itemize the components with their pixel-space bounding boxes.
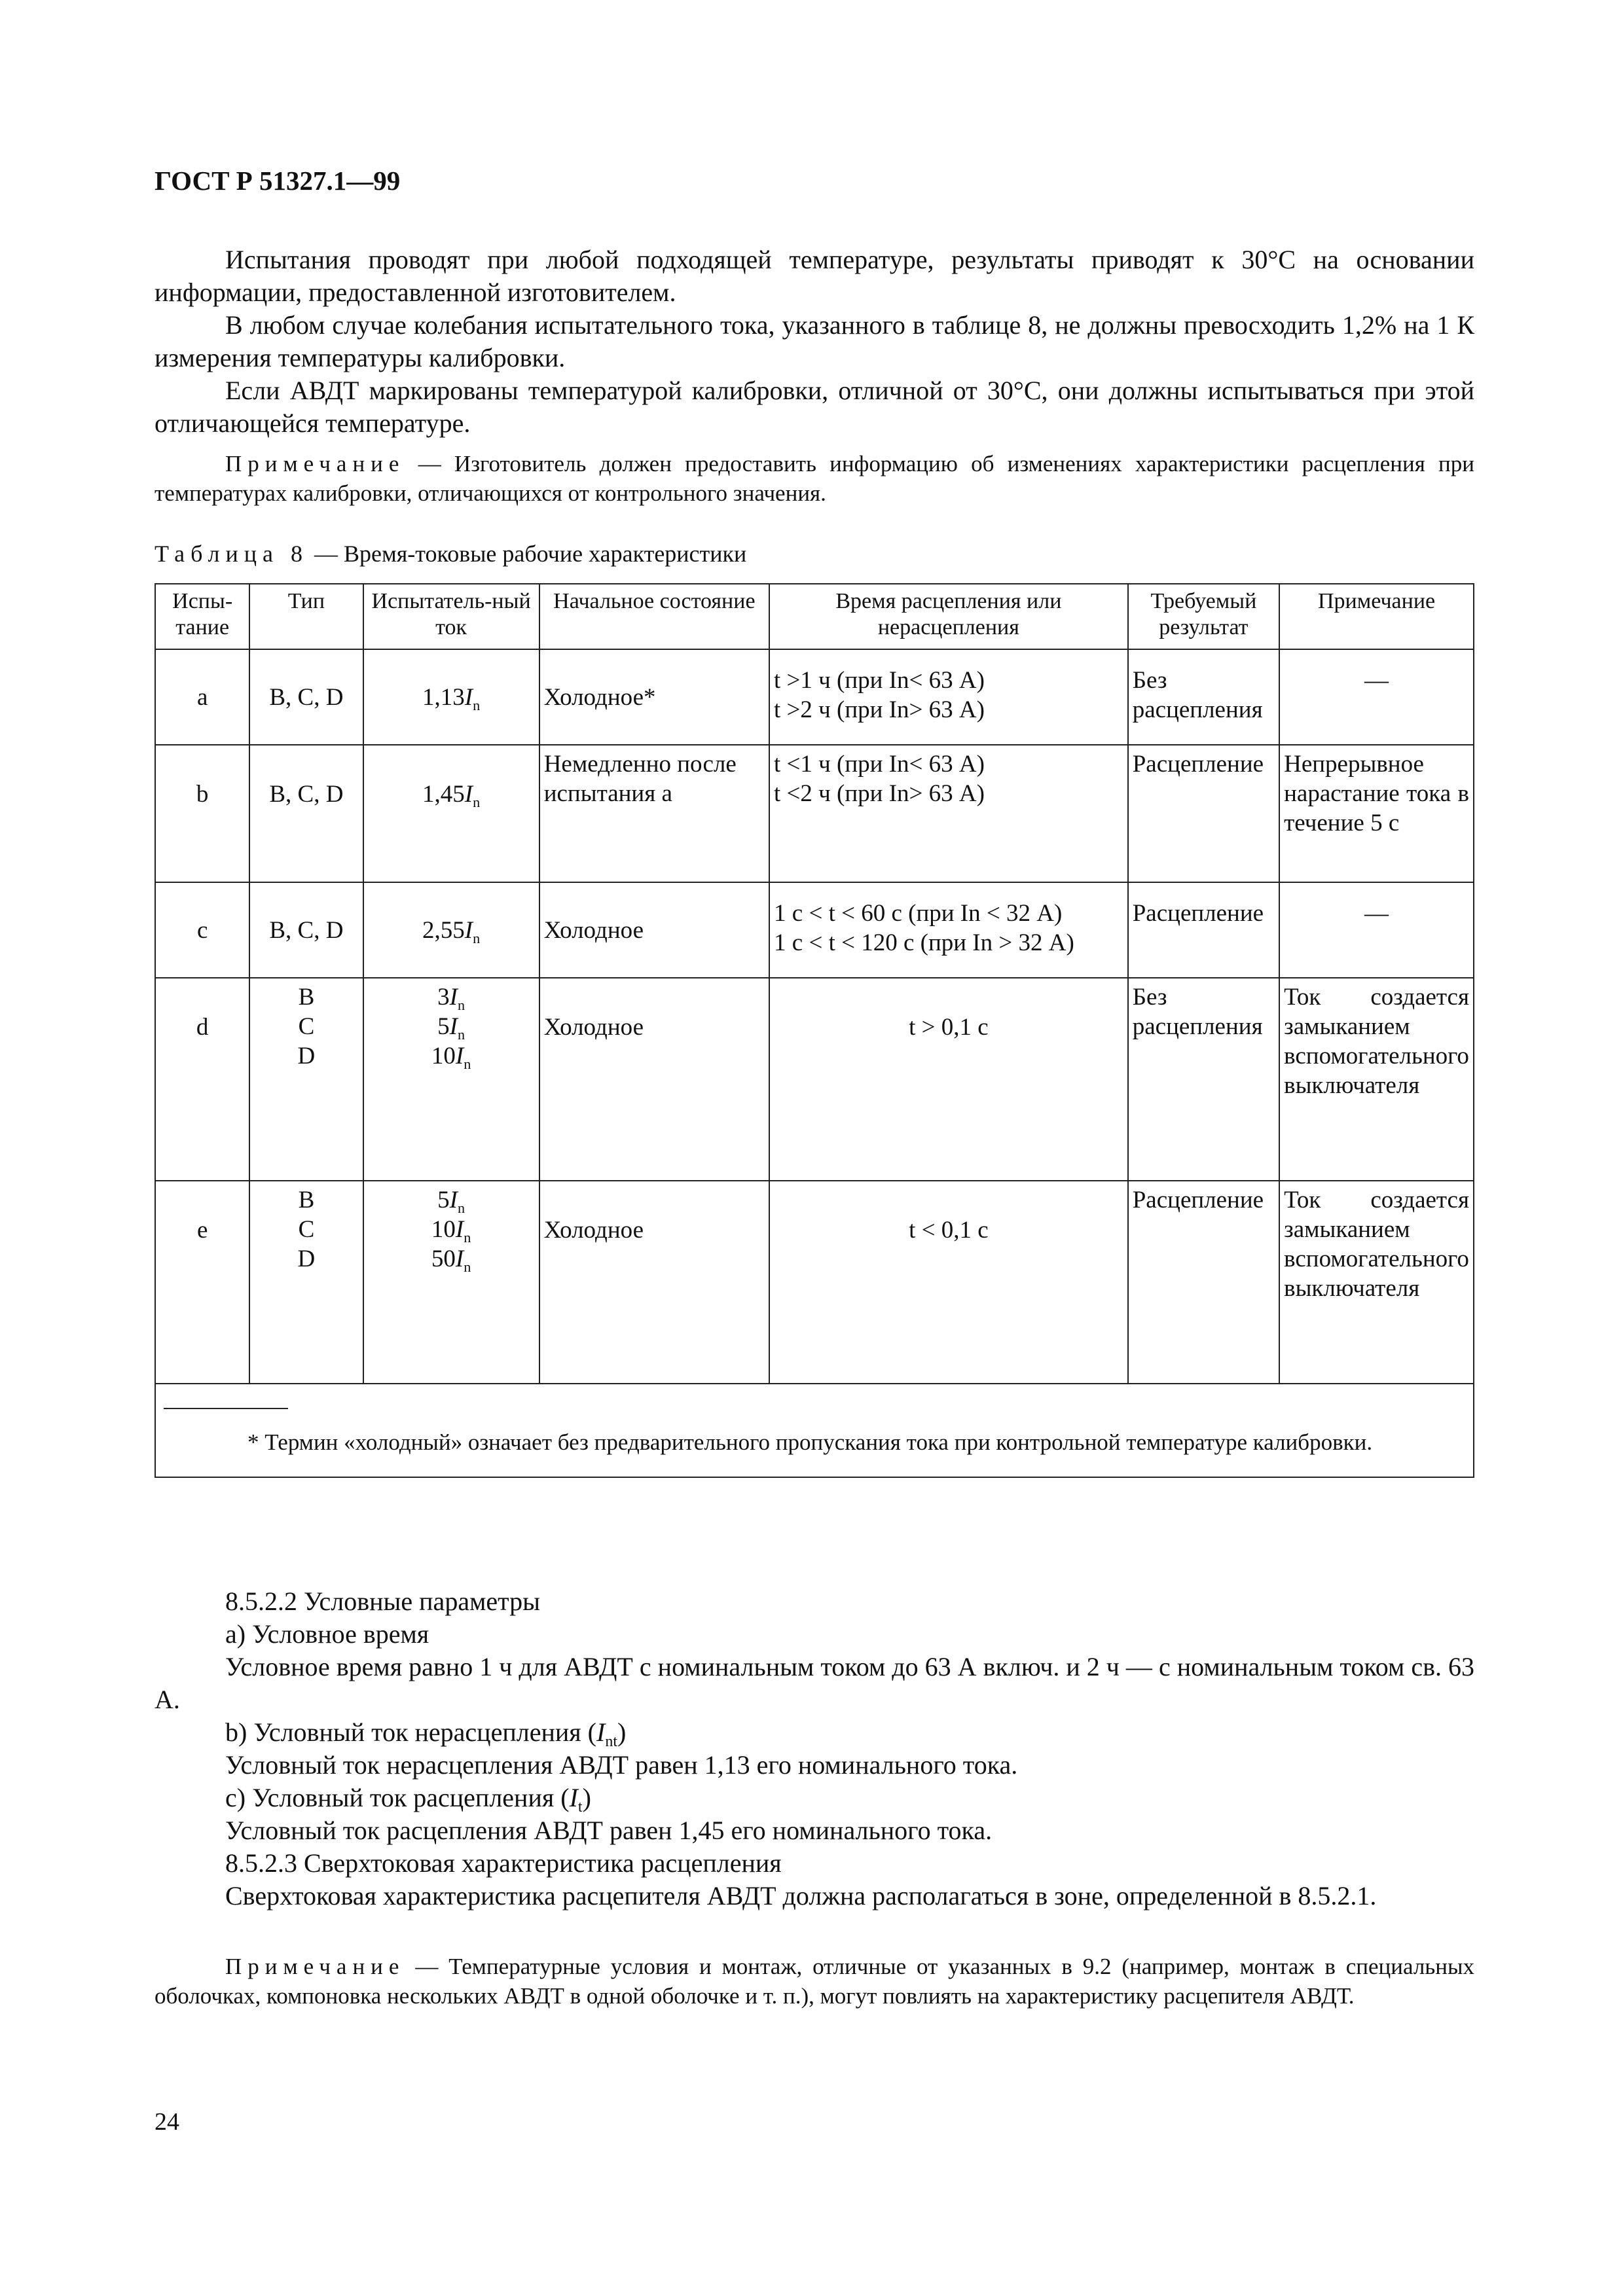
section-c-symbol: I (569, 1783, 578, 1812)
cell-type (249, 978, 363, 1181)
current-symbol: I (455, 1043, 464, 1069)
cell-state: Немедленно после испытания a (539, 745, 769, 882)
current-line (368, 1185, 535, 1215)
current-symbol: I (464, 781, 473, 808)
current-line (368, 1215, 535, 1244)
current-coef: 5 (437, 1187, 450, 1213)
header-cell: Примечание (1279, 584, 1474, 649)
section-8-5-2-3-title: 8.5.2.3 Сверхтоковая характеристика расцепления (225, 1848, 782, 1878)
table-row (155, 882, 1474, 978)
current-sub: n (464, 1229, 471, 1246)
cell-current (363, 978, 539, 1181)
cell-test: b (155, 745, 249, 882)
cell-type (249, 1181, 363, 1384)
section-c-title-text: с) Условный ток расцепления ( (225, 1783, 570, 1812)
section-8-5-2-2-title: 8.5.2.2 Условные параметры (225, 1587, 540, 1616)
current-sub: n (457, 997, 465, 1013)
table-caption (155, 540, 746, 567)
cell-time: t < 0,1 с (769, 1181, 1128, 1384)
header-cell: Требуемый результат (1128, 584, 1279, 649)
note-1-label: Примечание (225, 451, 405, 476)
current-sub: n (464, 1056, 471, 1072)
current-symbol: I (449, 1187, 458, 1213)
section-c-close: ) (582, 1783, 591, 1812)
table-8 (155, 583, 1474, 1478)
table-row (155, 649, 1474, 745)
current-sub: n (457, 1200, 465, 1216)
note-2 (155, 1952, 1474, 2011)
cell-note: — (1279, 649, 1474, 745)
current-sub: n (464, 1259, 471, 1275)
cell-current (363, 745, 539, 882)
current-symbol: I (449, 1013, 458, 1040)
cell-time (769, 882, 1128, 978)
cell-note: — (1279, 882, 1474, 978)
cell-test: e (155, 1181, 249, 1384)
cell-state: Холодное (539, 882, 769, 978)
current-symbol: I (464, 683, 473, 711)
table-footnote-cell (155, 1384, 1474, 1477)
current-line (368, 1012, 535, 1041)
section-8-5-2-3-text: Сверхтоковая характеристика расцепителя АВДТ должна располагаться в зоне, определенной в 8.5.2.1. (225, 1881, 1377, 1910)
note-2-label: Примечание (225, 1954, 405, 1979)
cell-current (363, 649, 539, 745)
section-b-title-text: b) Условный ток нерасцепления ( (225, 1717, 596, 1747)
cell-test: d (155, 978, 249, 1181)
cell-note: Ток создается замыканием вспомогательного выключателя (1279, 978, 1474, 1181)
time-line: t <2 ч (при In> 63 А) (774, 780, 985, 807)
cell-result: Расцепление (1128, 1181, 1279, 1384)
cell-type: B, C, D (249, 649, 363, 745)
header-cell: Начальное состояние (539, 584, 769, 649)
current-coef: 1,13 (422, 683, 465, 711)
cell-result: Расцепление (1128, 745, 1279, 882)
intro-paragraph-1: Испытания проводят при любой подходящей температуре, результаты приводят к 30°С на основании информации, предоставленной изготовителем. (155, 245, 1474, 307)
current-coef: 2,55 (422, 916, 465, 944)
section-c-text: Условный ток расцепления АВДТ равен 1,45 его номинального тока. (225, 1816, 993, 1845)
section-b-symbol: I (596, 1717, 606, 1747)
cell-state: Холодное* (539, 649, 769, 745)
table-footnote: * Термин «холодный» означает без предварительного пропускания тока при контрольной температуре калибровки. (247, 1429, 1373, 1455)
table-row (155, 745, 1474, 882)
time-line: 1 с < t < 120 с (при In > 32 А) (774, 929, 1074, 956)
current-coef: 1,45 (422, 781, 465, 808)
current-line (368, 1041, 535, 1071)
time-line: t >1 ч (при In< 63 А) (774, 667, 985, 694)
current-symbol: I (449, 984, 458, 1011)
cell-current (363, 882, 539, 978)
header-cell: Испы-тание (155, 584, 249, 649)
current-coef: 3 (437, 984, 450, 1011)
type-line: D (297, 1246, 316, 1272)
cell-result: Без расцепления (1128, 978, 1279, 1181)
type-line: D (297, 1043, 316, 1069)
header-cell: Испытатель-ный ток (363, 584, 539, 649)
table-caption-label: Таблица 8 (155, 541, 308, 567)
current-sub: n (473, 794, 481, 810)
current-coef: 10 (431, 1216, 456, 1243)
header-cell: Тип (249, 584, 363, 649)
table-caption-text: — Время-токовые рабочие характеристики (314, 541, 747, 567)
current-coef: 50 (431, 1246, 456, 1272)
note-1 (155, 449, 1474, 508)
cell-result: Расцепление (1128, 882, 1279, 978)
note-1-text: — Изготовитель должен предоставить информацию об изменениях характеристики расцепления при температурах калибровки, отличающихся от контрольного значения. (155, 451, 1474, 506)
cell-test: a (155, 649, 249, 745)
cell-time (769, 745, 1128, 882)
current-line (368, 982, 535, 1012)
cell-result: Без расцепления (1128, 649, 1279, 745)
current-coef: 5 (437, 1013, 450, 1040)
header-cell: Время расцепления или нерасцепления (769, 584, 1128, 649)
cell-test: c (155, 882, 249, 978)
current-symbol: I (455, 1246, 464, 1272)
document-header: ГОСТ Р 51327.1—99 (155, 166, 401, 196)
type-line: C (298, 1013, 315, 1040)
type-line: B (298, 984, 315, 1011)
section-b-close: ) (617, 1717, 627, 1747)
table-row (155, 978, 1474, 1181)
section-b-sub: nt (605, 1733, 617, 1750)
section-a-text: Условное время равно 1 ч для АВДТ с номинальным током до 63 А включ. и 2 ч — с номинальным током св. 63 А. (155, 1652, 1474, 1714)
section-b-title (155, 1716, 1474, 1749)
intro-paragraph-2: В любом случае колебания испытательного тока, указанного в таблице 8, не должны превосходить 1,2% на 1 К измерения температуры калибровки. (155, 310, 1474, 372)
table-row (155, 1181, 1474, 1384)
intro-paragraph-3: Если АВДТ маркированы температурой калибровки, отличной от 30°С, они должны испытываться при этой отличающейся температуре. (155, 376, 1474, 438)
time-line: t <1 ч (при In< 63 А) (774, 751, 985, 778)
current-sub: n (473, 929, 481, 946)
current-line (368, 1244, 535, 1274)
page-number: 24 (155, 2108, 179, 2136)
current-symbol: I (455, 1216, 464, 1243)
current-sub: n (473, 696, 481, 713)
cell-time: t > 0,1 с (769, 978, 1128, 1181)
note-2-text: — Температурные условия и монтаж, отличные от указанных в 9.2 (например, монтаж в специальных оболочках, компоновка нескольких АВДТ в одной оболочке и т. п.), могут повлиять на характеристику расцепителя АВДТ. (155, 1954, 1474, 2009)
cell-note: Ток создается замыканием вспомогательного выключателя (1279, 1181, 1474, 1384)
current-symbol: I (464, 916, 473, 944)
footnote-divider (164, 1408, 288, 1409)
cell-type: B, C, D (249, 745, 363, 882)
cell-time (769, 649, 1128, 745)
current-coef: 10 (431, 1043, 456, 1069)
cell-current (363, 1181, 539, 1384)
cell-type: B, C, D (249, 882, 363, 978)
time-line: 1 с < t < 60 с (при In < 32 А) (774, 900, 1063, 927)
current-sub: n (457, 1026, 465, 1043)
section-a-title: а) Условное время (225, 1619, 429, 1649)
cell-state: Холодное (539, 1181, 769, 1384)
table-header-row (155, 584, 1474, 649)
table-footnote-row (155, 1384, 1474, 1477)
section-c-sub: t (577, 1799, 583, 1816)
section-b-text: Условный ток нерасцепления АВДТ равен 1,13 его номинального тока. (225, 1750, 1018, 1780)
time-line: t >2 ч (при In> 63 А) (774, 696, 985, 723)
type-line: B (298, 1187, 315, 1213)
section-c-title (155, 1782, 1474, 1814)
type-line: C (298, 1216, 315, 1243)
cell-state: Холодное (539, 978, 769, 1181)
cell-note: Непрерывное нарастание тока в течение 5 с (1279, 745, 1474, 882)
